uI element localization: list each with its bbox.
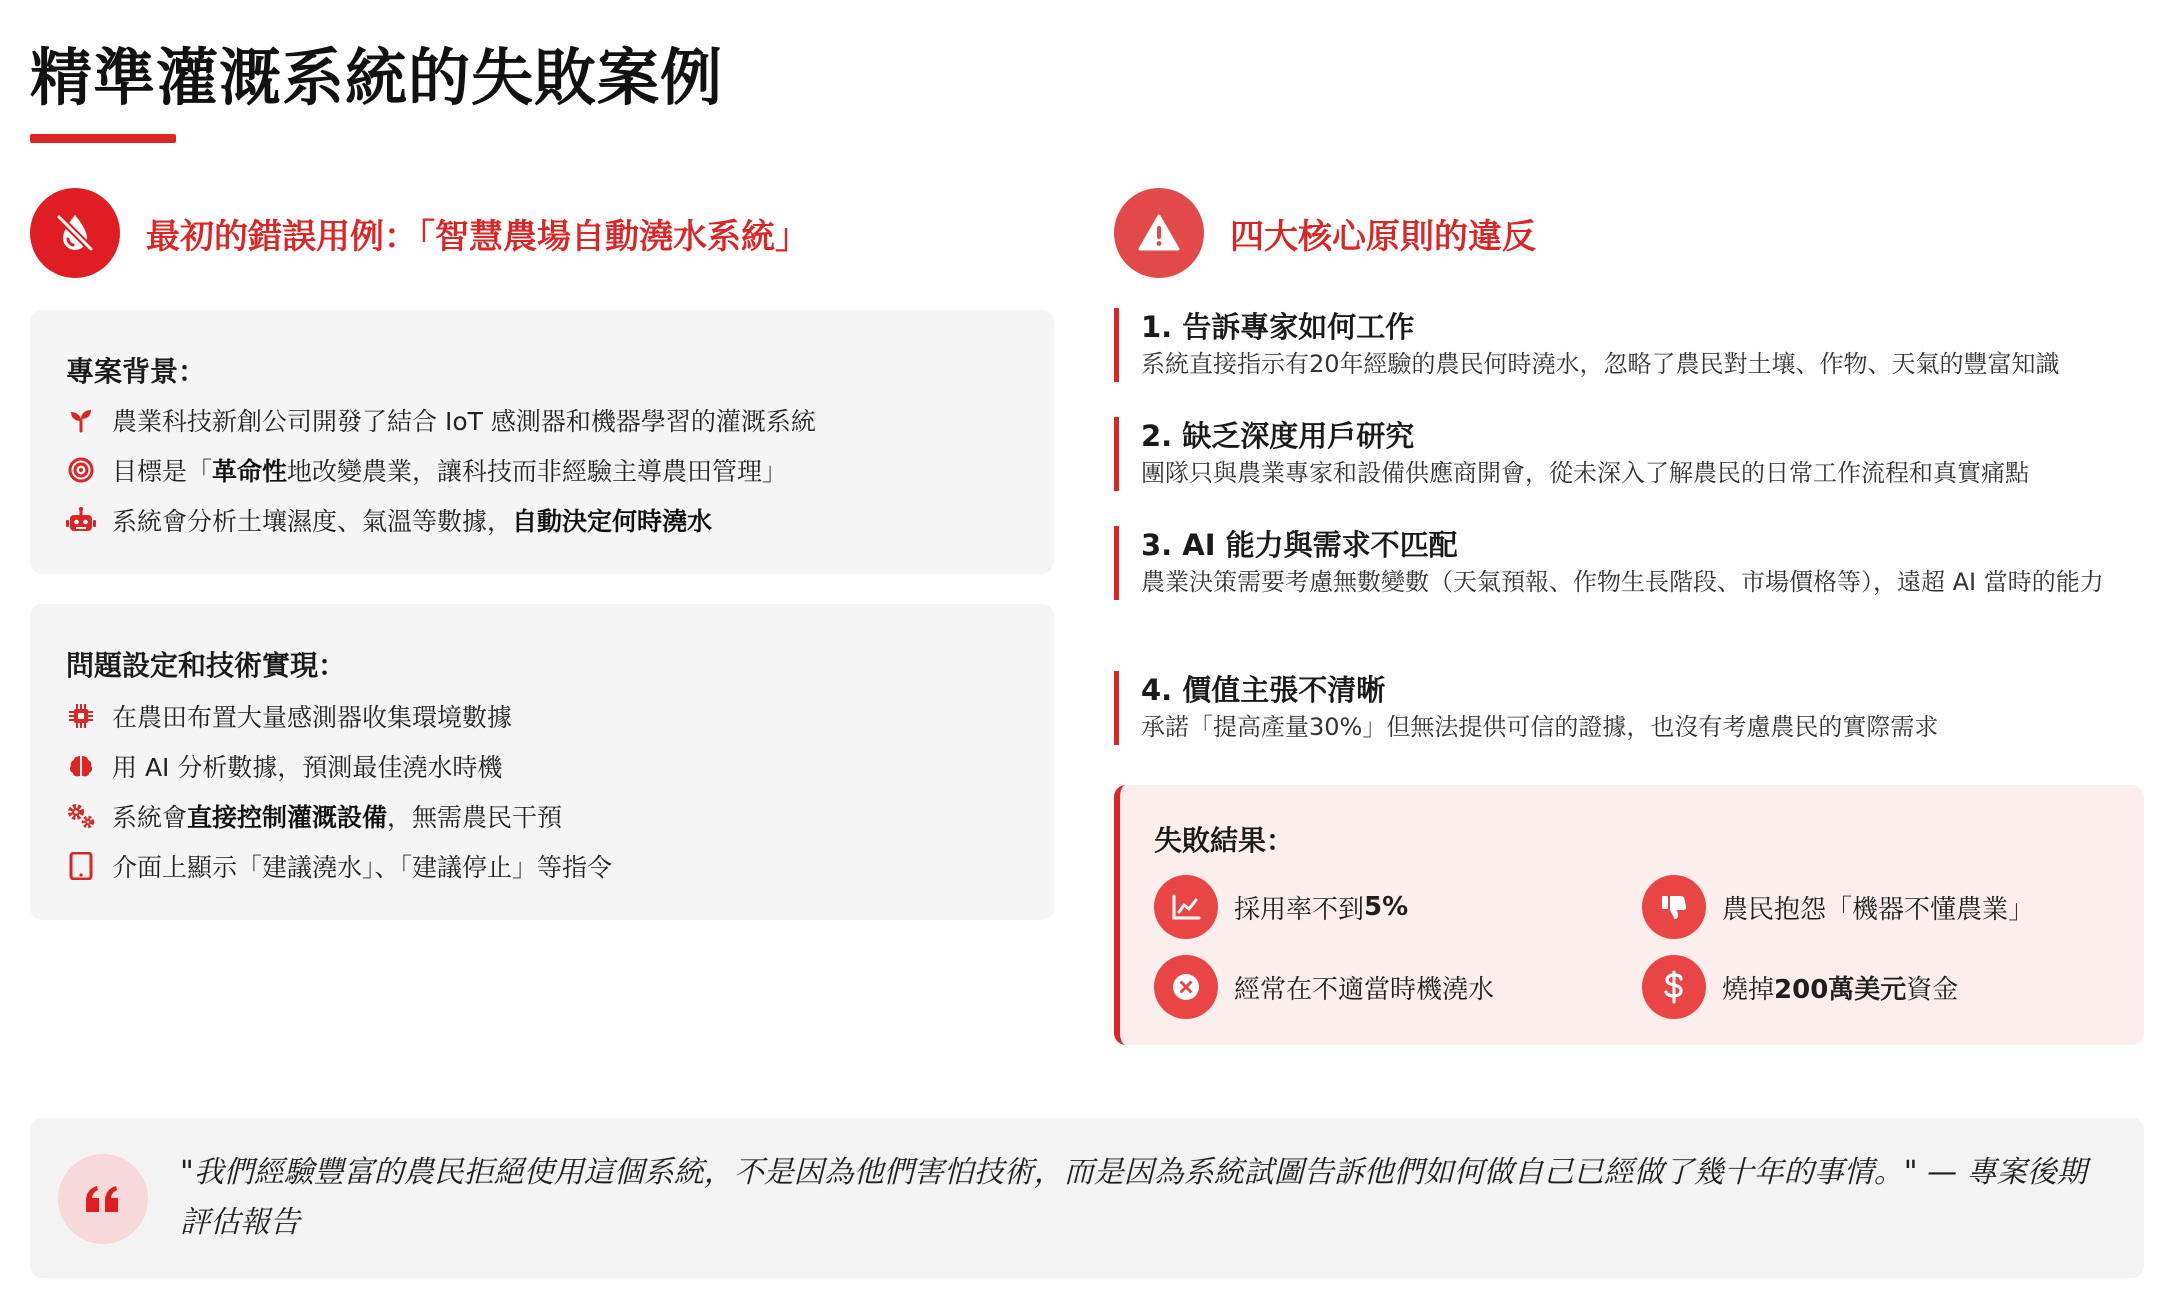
principle-3 [1114,526,2144,600]
principle-title: 2. 缺乏深度用戶研究 [1141,419,1415,453]
warning-icon [1114,188,1204,278]
right-section-header [1114,188,1536,278]
page-title: 精準灌溉系統的失敗案例 [30,41,724,114]
principle-2 [1114,417,2144,491]
principle-desc: 農業決策需要考慮無數變數（天氣預報、作物生長階段、市場價格等），遠超 AI 當時的能力 [1141,568,2104,596]
left-section-header [30,188,809,278]
left-section-title: 最初的錯誤用例：「智慧農場自動澆水系統」 [146,216,809,257]
list-item: 系統會分析土壤濕度、氣溫等數據， 自動決定何時澆水 [66,502,712,538]
principle-title: 3. AI 能力與需求不匹配 [1141,528,1458,562]
quote-left-icon [58,1154,148,1244]
quote-box [30,1118,2144,1278]
gears-icon [66,801,96,831]
card-title: 問題設定和技術實現： [66,649,347,682]
card-title: 專案背景： [66,355,207,388]
list-item: 在農田布置大量感測器收集環境數據 [66,698,512,734]
result-title: 失敗結果： [1154,824,1295,857]
brain-icon [66,751,96,781]
result-item: 採用率不到 5% [1154,875,1408,939]
principle-desc: 系統直接指示有20年經驗的農民何時澆水，忽略了農民對土壤、作物、天氣的豐富知識 [1141,350,2060,378]
thumbs-down-icon [1642,875,1706,939]
principle-title: 1. 告訴專家如何工作 [1141,310,1415,344]
principle-title: 4. 價值主張不清晰 [1141,673,1386,707]
project-background-card [30,310,1054,574]
quote-text: "我們經驗豐富的農民拒絕使用這個系統，不是因為他們害怕技術，而是因為系統試圖告訴他們如何做自己已經做了幾十年的事情。" — 專案後期評估報告 [180,1155,2087,1240]
times-circle-icon [1154,955,1218,1019]
principle-desc: 承諾「提高產量30%」但無法提供可信的證據，也沒有考慮農民的實際需求 [1141,713,1939,741]
principle-1 [1114,308,2144,382]
no-water-icon [30,188,120,278]
right-section-title: 四大核心原則的違反 [1230,216,1536,257]
list-item: 系統會 直接控制灌溉設備 ，無需農民干預 [66,798,562,834]
principle-4 [1114,671,2144,745]
robot-icon [66,505,96,535]
failure-results-box [1114,785,2144,1045]
tablet-icon [66,851,96,881]
seedling-icon [66,405,96,435]
target-icon [66,455,96,485]
list-item: 農業科技新創公司開發了結合 IoT 感測器和機器學習的灌溉系統 [66,402,816,438]
microchip-icon [66,701,96,731]
list-item: 介面上顯示「建議澆水」、「建議停止」等指令 [66,848,612,884]
result-item: 農民抱怨「機器不懂農業」 [1642,875,2034,939]
chart-line-icon [1154,875,1218,939]
result-item: 經常在不適當時機澆水 [1154,955,1494,1019]
principle-desc: 團隊只與農業專家和設備供應商開會，從未深入了解農民的日常工作流程和真實痛點 [1141,459,2029,487]
problem-implementation-card [30,604,1054,920]
list-item: 目標是「 革命性 地改變農業，讓科技而非經驗主導農田管理」 [66,452,787,488]
result-item: 燒掉 200萬美元 資金 [1642,955,1958,1019]
dollar-icon [1642,955,1706,1019]
title-underline [30,134,176,143]
list-item: 用 AI 分析數據，預測最佳澆水時機 [66,748,502,784]
